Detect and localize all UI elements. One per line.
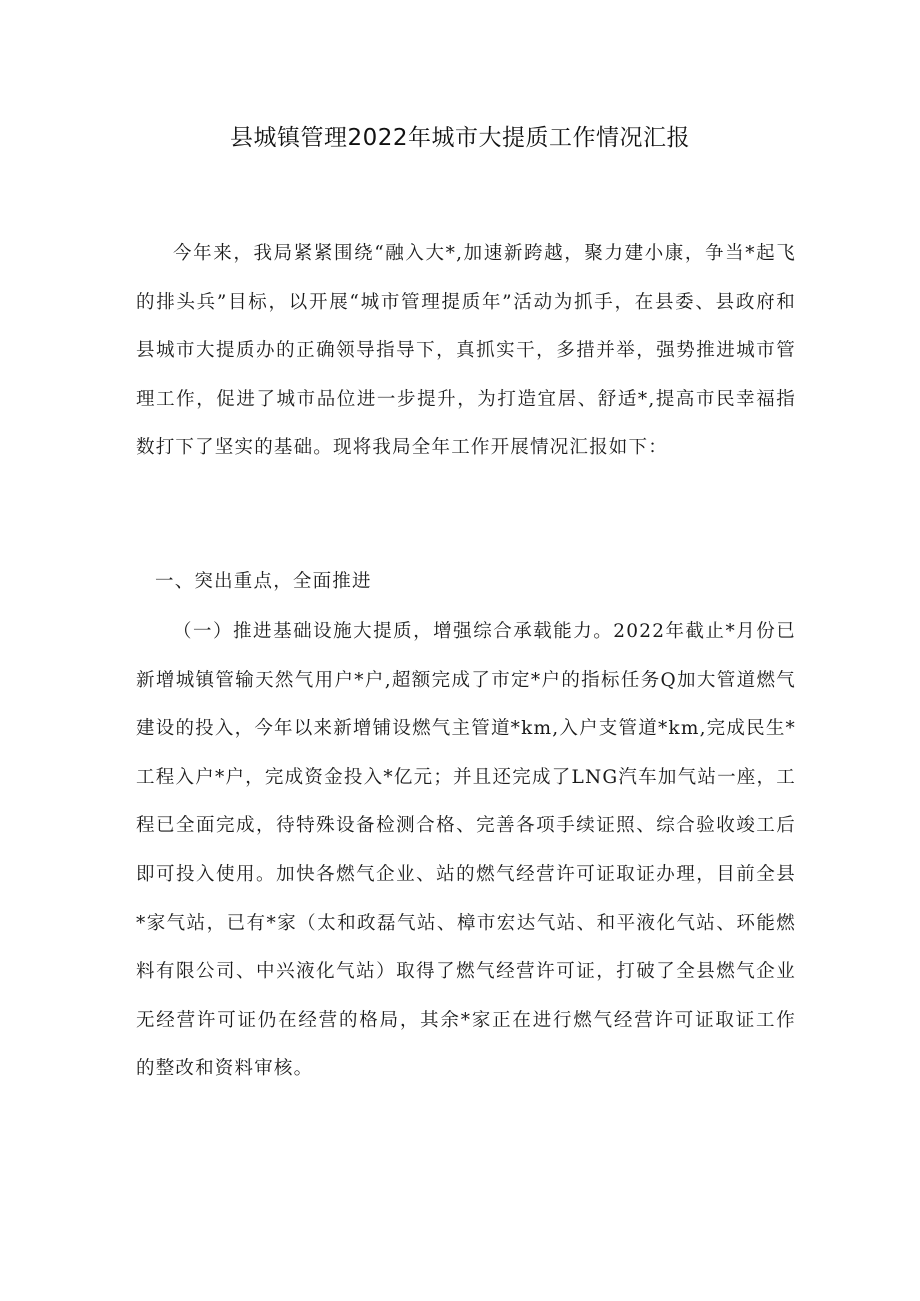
paragraph-infrastructure: （一）推进基础设施大提质，增强综合承载能力。2022年截止*月份已新增城镇管输天然气用户*户,超额完成了市定*户的指标任务Q加大管道燃气建设的投入，今年以来新增铺设燃气主管道*km,入户支管道*km,完成民生*工程入户*户，完成资金投入*亿元；并且还完成了LNG汽车加气站一座，工程已全面完成，待特殊设备检测合格、完善各项手续证照、综合验收竣工后即可投入使用。加快各燃气企业、站的燃气经营许可证取证办理，目前全县*家气站，已有*家（太和政磊气站、樟市宏达气站、和平液化气站、环能燃料有限公司、中兴液化气站）取得了燃气经营许可证，打破了全县燃气企业无经营许可证仍在经营的格局，其余*家正在进行燃气经营许可证取证工作的整改和资料审核。 xyxy=(136,621,796,1080)
document-title: 县城镇管理2022年城市大提质工作情况汇报 xyxy=(229,125,691,151)
paragraph-intro: 今年来，我局紧紧围绕“融入大*,加速新跨越，聚力建小康，争当*起飞的排头兵”目标，以开展“城市管理提质年”活动为抓手，在县委、县政府和县城市大提质办的正确领导指导下，真抓实干，多措并举，强势推进城市管理工作，促进了城市品位进一步提升，为打造宜居、舒适*,提高市民幸福指数打下了坚实的基础。现将我局全年工作开展情况汇报如下： xyxy=(136,243,796,459)
section-heading-1: 一、突出重点，全面推进 xyxy=(155,571,372,592)
